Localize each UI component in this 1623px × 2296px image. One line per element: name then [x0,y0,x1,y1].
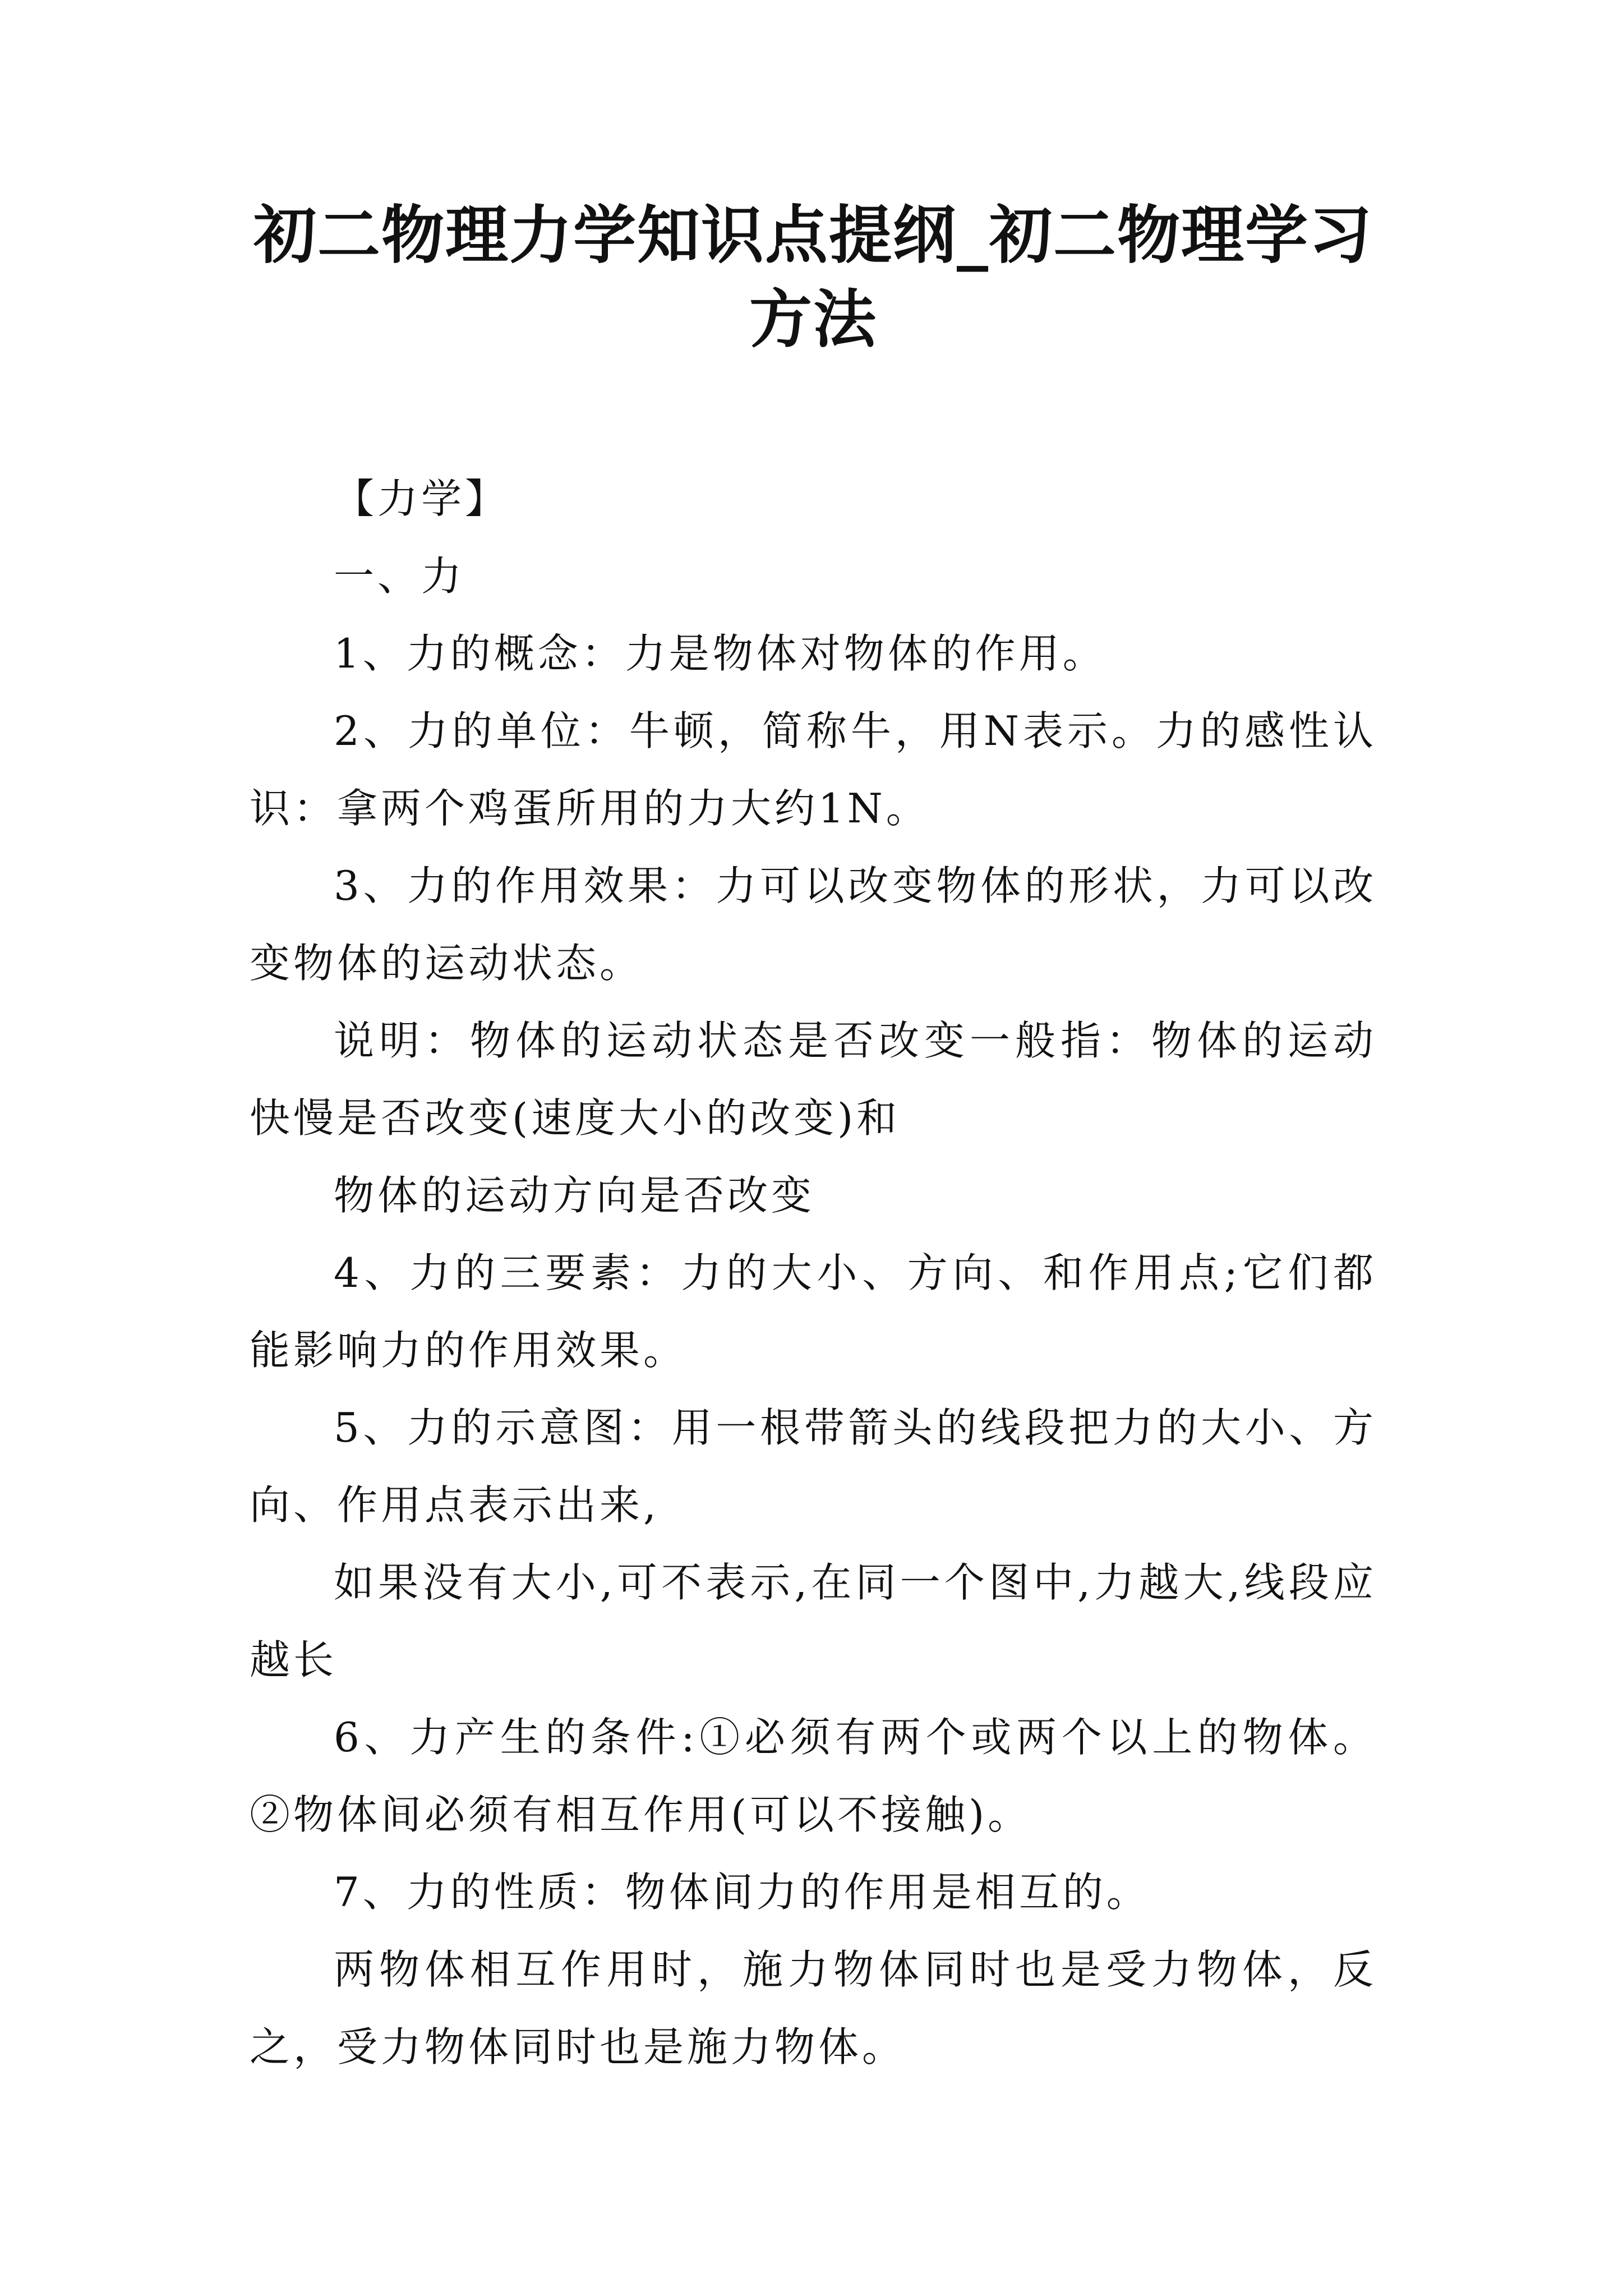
paragraph-mutual-interaction: 两物体相互作用时，施力物体同时也是受力物体，反之，受力物体同时也是施力物体。 [250,1946,1377,2070]
section-heading-mechanics: 【力学】 [334,475,509,522]
document-body [250,460,1377,2086]
paragraph-force-diagram: 5、力的示意图：用一根带箭头的线段把力的大小、方向、作用点表示出来, [250,1404,1377,1529]
paragraph-force-unit: 2、力的单位：牛顿，简称牛，用N表示。力的感性认识：拿两个鸡蛋所用的力大约1N。 [250,707,1377,832]
paragraph-explanation: 说明：物体的运动状态是否改变一般指：物体的运动快慢是否改变(速度大小的改变)和 [250,1017,1377,1142]
paragraph-force-effect: 3、力的作用效果：力可以改变物体的形状，力可以改变物体的运动状态。 [250,862,1377,987]
paragraph-force-conditions: 6、力产生的条件:①必须有两个或两个以上的物体。②物体间必须有相互作用(可以不接触)。 [250,1714,1377,1838]
paragraph-explanation-continued: 物体的运动方向是否改变 [334,1172,815,1219]
document-title: 初二物理力学知识点提纲_初二物理学习方法 [253,199,1373,356]
paragraph-three-elements: 4、力的三要素：力的大小、方向、和作用点;它们都能影响力的作用效果。 [250,1249,1377,1374]
paragraph-force-concept: 1、力的概念：力是物体对物体的作用。 [334,630,1106,677]
subsection-heading-force: 一、力 [334,553,465,600]
paragraph-force-diagram-note: 如果没有大小,可不表示,在同一个图中,力越大,线段应越长 [250,1559,1377,1683]
paragraph-force-property: 7、力的性质：物体间力的作用是相互的。 [334,1869,1150,1916]
